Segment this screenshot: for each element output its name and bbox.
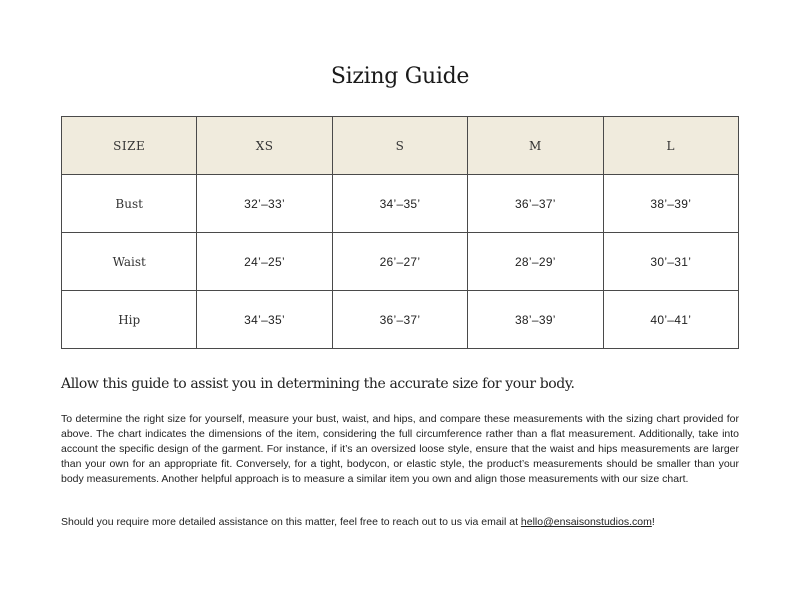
- table-cell: 36’–37’: [332, 291, 467, 349]
- table-cell: 24’–25’: [197, 233, 332, 291]
- table-cell: 34’–35’: [197, 291, 332, 349]
- header-size: SIZE: [62, 117, 197, 175]
- contact-text: Should you require more detailed assistance on this matter, feel free to reach out to us via email at: [61, 516, 521, 528]
- intro-text: Allow this guide to assist you in determining the accurate size for your body.: [61, 376, 575, 392]
- contact-email-link[interactable]: hello@ensaisonstudios.com: [520, 516, 652, 528]
- table-cell: 36’–37’: [468, 175, 603, 233]
- contact-paragraph: [61, 515, 739, 530]
- table-cell: 34’–35’: [332, 175, 467, 233]
- table-row-hip: [62, 291, 739, 349]
- table-cell: 38’–39’: [468, 291, 603, 349]
- header-xs: XS: [197, 117, 332, 175]
- table-row-bust: [62, 175, 739, 233]
- table-cell: 38’–39’: [603, 175, 738, 233]
- size-chart-table: [61, 116, 739, 349]
- row-label: Bust: [62, 175, 197, 233]
- table-header-row: [62, 117, 739, 175]
- table-row-waist: [62, 233, 739, 291]
- table-cell: 40’–41’: [603, 291, 738, 349]
- contact-suffix: !: [651, 516, 655, 528]
- row-label: Waist: [62, 233, 197, 291]
- table-cell: 30’–31’: [603, 233, 738, 291]
- table-cell: 32’–33’: [197, 175, 332, 233]
- measuring-instructions: To determine the right size for yourself, measure your bust, waist, and hips, and compare these measurements with the sizing chart provided for above. The chart indicates the dimensions of the item, considering the full circumference rather than a flat measurement. Additionally, take into account the specific design of the garment. For instance, if it’s an oversized loose style, ensure that the waist and hips measurements are larger than your own for an appropriate fit. Conversely, for a tight, bodycon, or elastic style, the product’s measurements should be smaller than your body measurements. Another helpful approach is to measure a similar item you own and align those measurements with our size chart.: [61, 413, 739, 485]
- page-title: Sizing Guide: [330, 64, 470, 89]
- header-l: L: [603, 117, 738, 175]
- table-cell: 26’–27’: [332, 233, 467, 291]
- table-cell: 28’–29’: [468, 233, 603, 291]
- header-s: S: [332, 117, 467, 175]
- row-label: Hip: [62, 291, 197, 349]
- header-m: M: [468, 117, 603, 175]
